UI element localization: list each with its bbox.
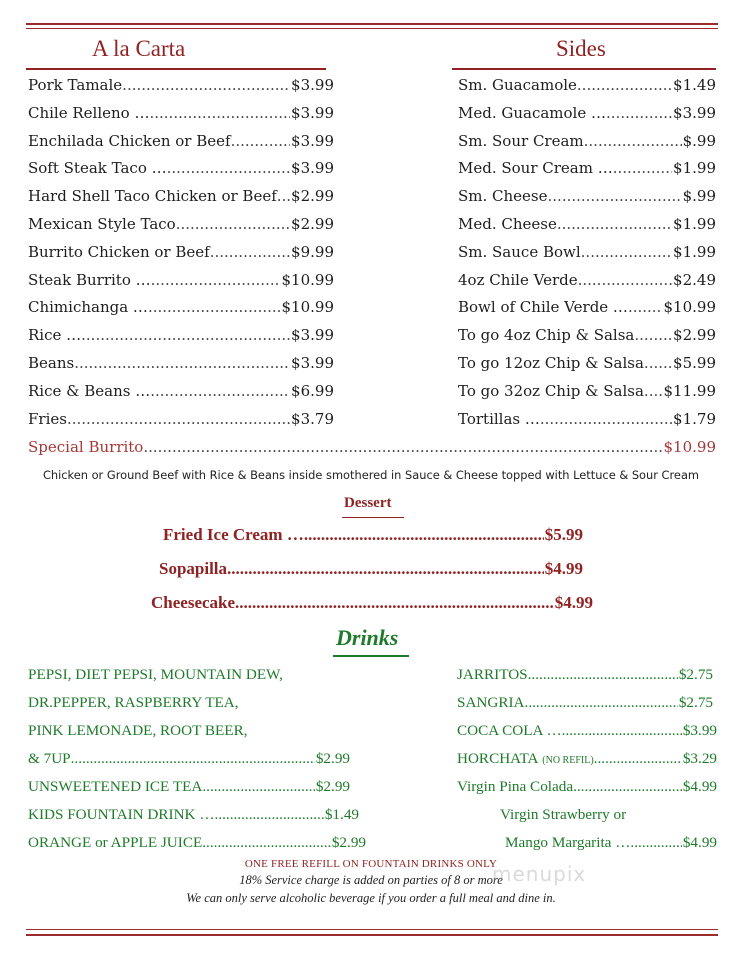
menu-item: Med. Sour Cream … ..... $1.99	[458, 155, 716, 183]
menu-item: Med. Guacamole … ..... $3.99	[458, 100, 716, 128]
sides-heading: Sides	[556, 36, 606, 61]
menu-item: Med. Cheese ..... $1.99	[458, 211, 716, 239]
menu-item: Beans ..... $3.99	[28, 350, 334, 378]
menu-item: Pork Tamale ..... $3.99	[28, 72, 334, 100]
menu-item: Sm. Guacamole ..... $1.49	[458, 72, 716, 100]
dessert-list	[151, 518, 593, 620]
menu-item: Soft Steak Taco … ..... $3.99	[28, 155, 334, 183]
menupix-watermark: menupix	[492, 862, 587, 886]
menu-item: Fried Ice Cream … ..... $5.99	[163, 518, 583, 552]
special-burrito-name: Special Burrito	[28, 438, 144, 456]
a-la-carta-heading: A la Carta	[92, 36, 186, 61]
menu-item: Tortillas … ..... $1.79	[458, 406, 716, 434]
menu-item: Virgin Pina Colada ..... $4.99	[457, 773, 717, 801]
menu-item: & 7UP ..... $2.99	[28, 745, 350, 773]
menu-item: Bowl of Chile Verde … ..... $10.99	[458, 294, 716, 322]
drinks-heading: Drinks	[336, 625, 399, 650]
menu-item: SANGRIA ..... $2.75	[457, 689, 713, 717]
drinks-underline	[333, 655, 409, 657]
menu-item: KIDS FOUNTAIN DRINK … ..... $1.49	[28, 801, 359, 829]
menu-item: Fries ..... $3.79	[28, 406, 334, 434]
menu-item: To go 32oz Chip & Salsa ..... $11.99	[458, 378, 716, 406]
bottom-border-rule	[26, 934, 718, 936]
menu-item: Sm. Sour Cream ..... $.99	[458, 128, 716, 156]
dessert-heading: Dessert	[344, 495, 392, 511]
menu-item: Chimichanga … ..... $10.99	[28, 294, 334, 322]
menu-item: Sopapilla ..... $4.99	[159, 552, 583, 586]
top-border-rule-thin	[26, 28, 718, 29]
margarita-line: Virgin Strawberry or	[500, 806, 627, 823]
footer-notes	[0, 858, 742, 906]
menu-item: Sm. Cheese ..... $.99	[458, 183, 716, 211]
menu-item: JARRITOS ..... $2.75	[457, 661, 713, 689]
menu-item: Rice & Beans … ..... $6.99	[28, 378, 334, 406]
menu-item: Rice … ..... $3.99	[28, 322, 334, 350]
sides-list	[458, 72, 716, 433]
menu-item: Burrito Chicken or Beef ..... $9.99	[28, 239, 334, 267]
sides-underline	[452, 68, 716, 70]
alcohol-note: We can only serve alcoholic beverage if you order a full meal and dine in.	[186, 891, 556, 905]
menu-item: Steak Burrito … ..... $10.99	[28, 267, 334, 295]
special-burrito-row	[28, 434, 716, 462]
special-burrito-description: Chicken or Ground Beef with Rice & Beans inside smothered in Sauce & Cheese topped with Lettuce & Sour Cream	[42, 468, 700, 482]
menu-item: To go 4oz Chip & Salsa ..... $2.99	[458, 322, 716, 350]
a-la-carta-list	[28, 72, 334, 433]
menu-item: Mango Margarita … ..... $4.99	[457, 829, 717, 857]
fountain-drinks-line: PEPSI, DIET PEPSI, MOUNTAIN DEW,	[28, 666, 283, 683]
menu-item: To go 12oz Chip & Salsa ..... $5.99	[458, 350, 716, 378]
fountain-drinks-line: DR.PEPPER, RASPBERRY TEA,	[28, 694, 239, 711]
refill-note: ONE FREE REFILL ON FOUNTAIN DRINKS ONLY	[244, 858, 498, 870]
menu-item: ORANGE or APPLE JUICE ..... $2.99	[28, 829, 366, 857]
drinks-right-list	[457, 661, 717, 857]
menu-item: Hard Shell Taco Chicken or Beef ..... $2.99	[28, 183, 334, 211]
menu-item: COCA COLA … ..... $3.99	[457, 717, 717, 745]
menu-item: 4oz Chile Verde ..... $2.49	[458, 267, 716, 295]
menu-item: Mexican Style Taco ..... $2.99	[28, 211, 334, 239]
top-border-rule	[26, 23, 718, 25]
menu-item-horchata: HORCHATA (NO REFIL) ..... $3.29	[457, 745, 717, 773]
menu-item: Sm. Sauce Bowl ..... $1.99	[458, 239, 716, 267]
special-burrito-price: $10.99	[663, 438, 716, 456]
menu-item: Enchilada Chicken or Beef ..... $3.99	[28, 128, 334, 156]
fountain-drinks-line: PINK LEMONADE, ROOT BEER,	[28, 722, 248, 739]
menu-item: UNSWEETENED ICE TEA ..... $2.99	[28, 773, 350, 801]
service-charge-note: 18% Service charge is added on parties of 8 or more	[239, 873, 503, 887]
drinks-left-list	[28, 661, 366, 857]
menu-item: Cheesecake ..... $4.99	[151, 586, 593, 620]
a-la-carta-underline	[26, 68, 326, 70]
menu-item: Chile Relleno … ..... $3.99	[28, 100, 334, 128]
bottom-border-rule-thin	[26, 929, 718, 930]
